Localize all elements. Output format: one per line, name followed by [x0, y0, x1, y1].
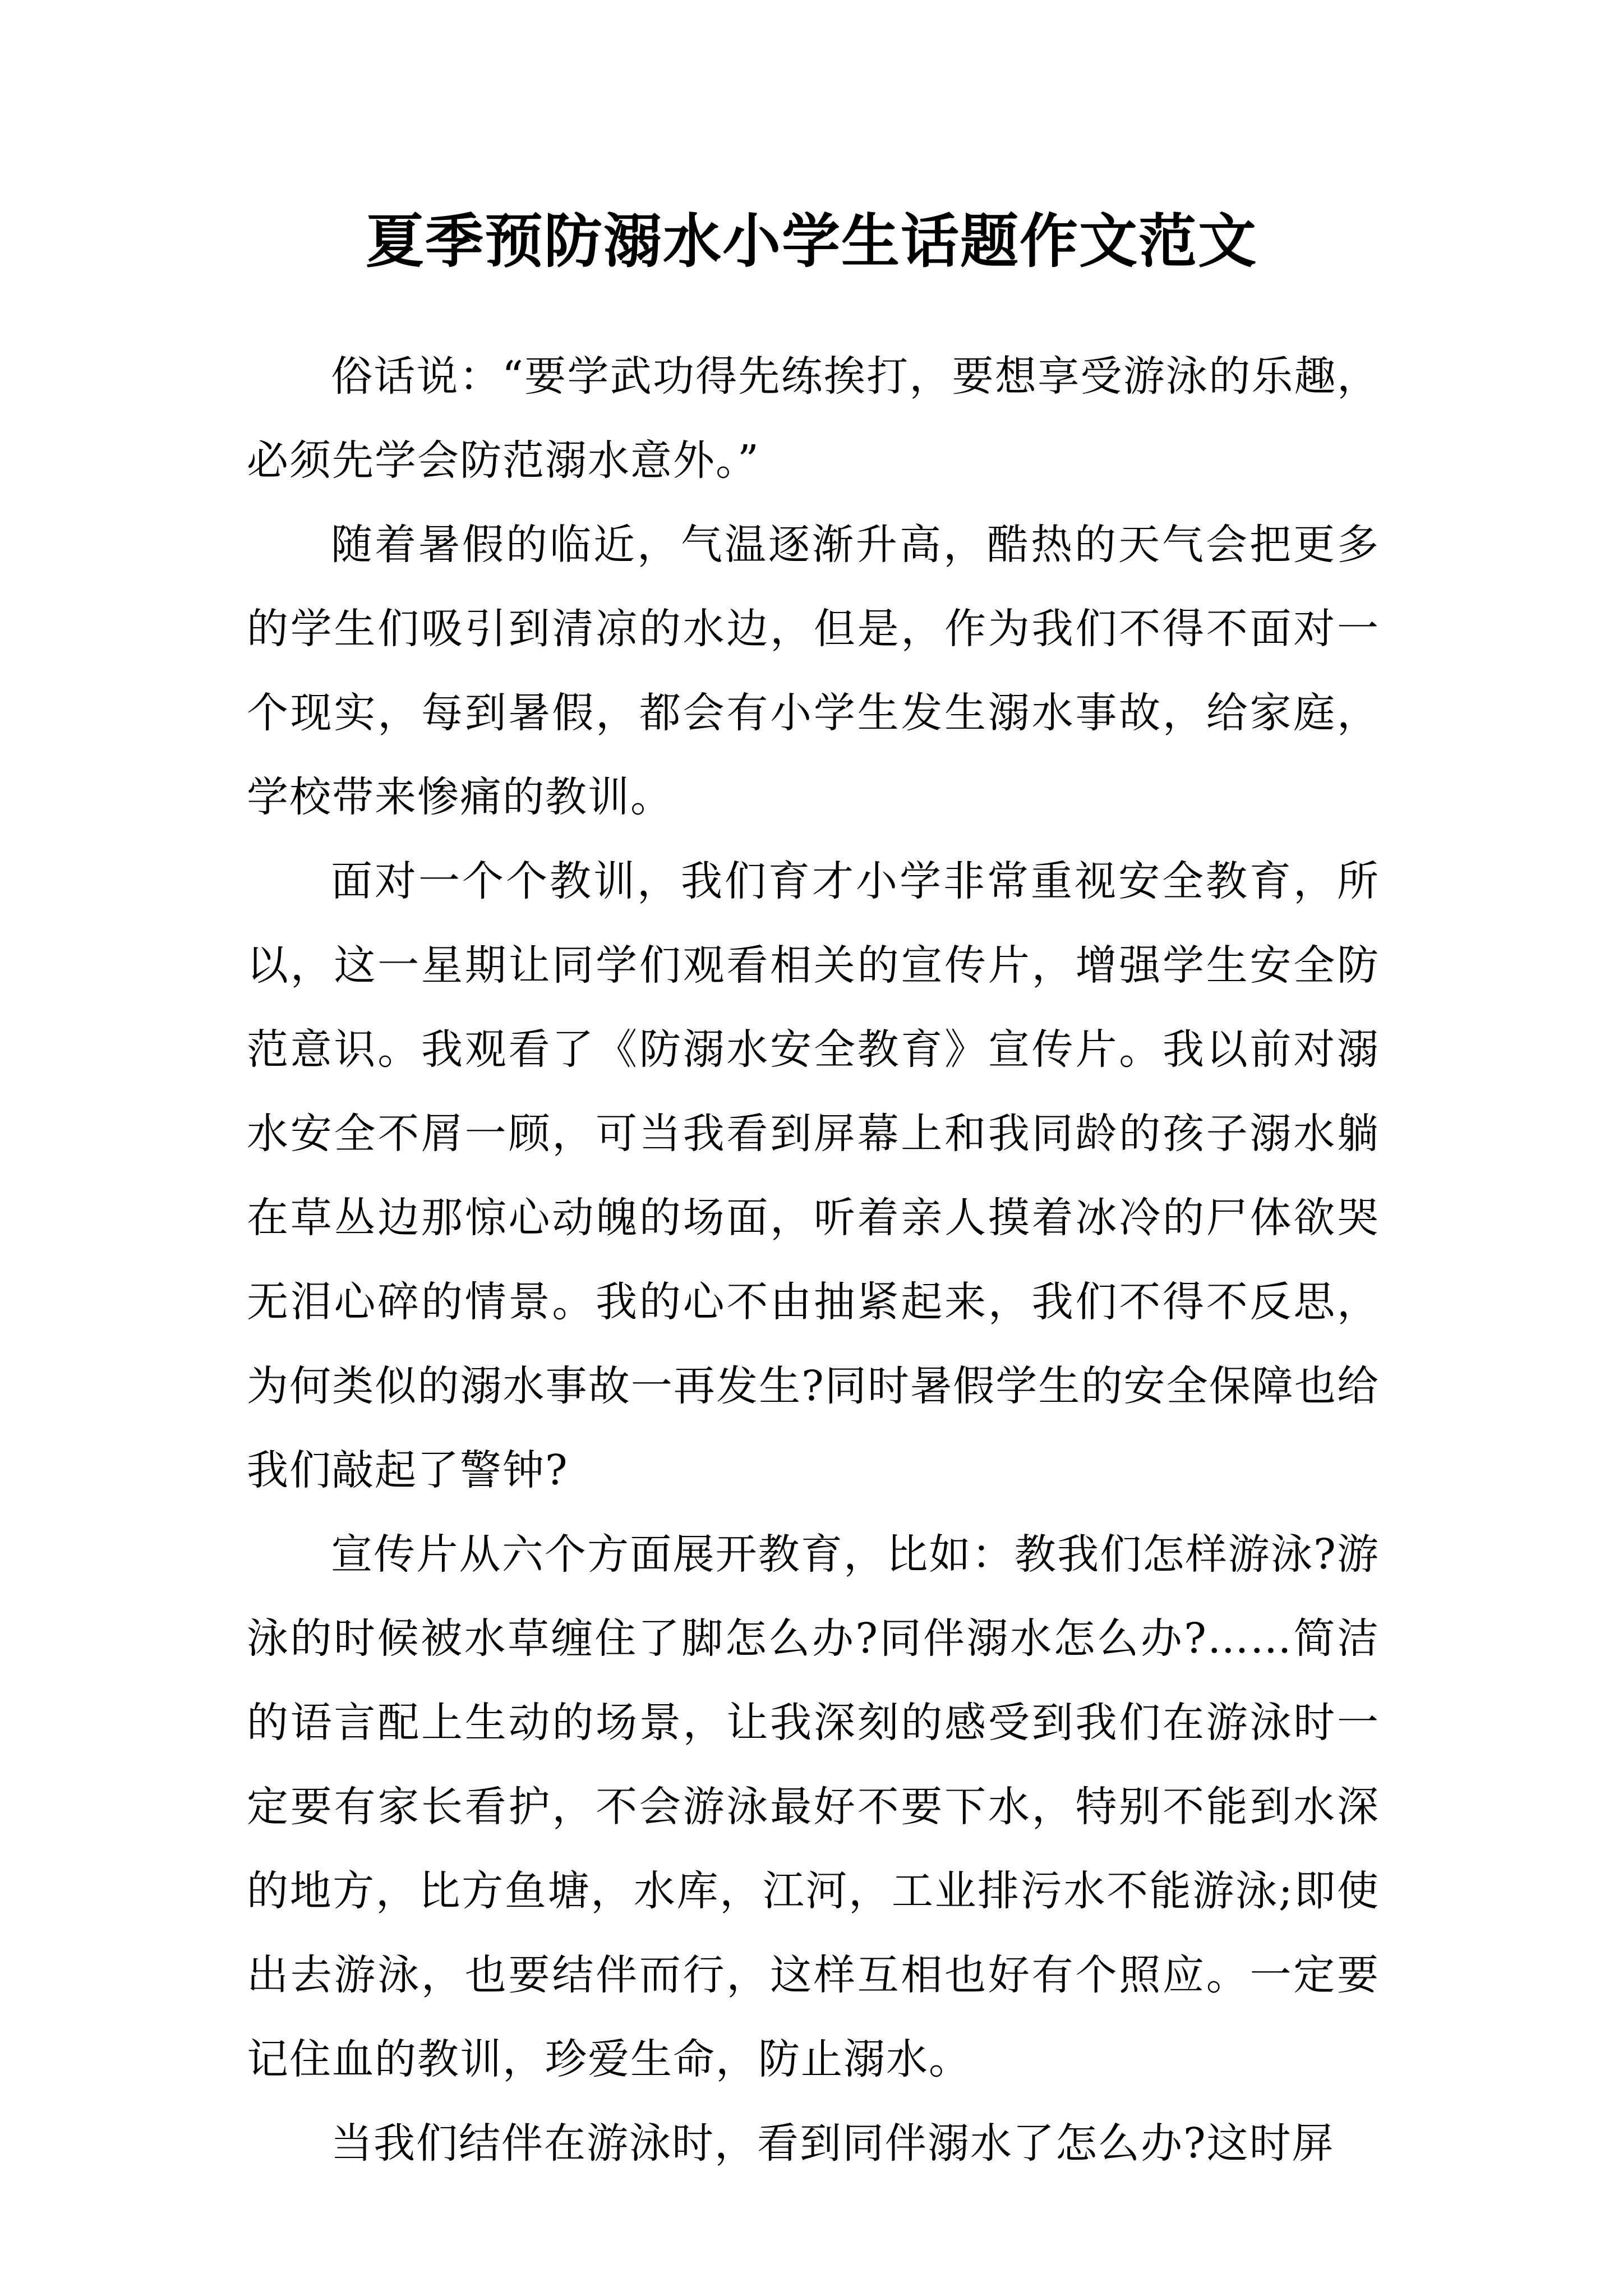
paragraph-4: 宣传片从六个方面展开教育，比如：教我们怎样游泳?游泳的时候被水草缠住了脚怎么办?同伴溺水怎么办?……简洁的语言配上生动的场景，让我深刻的感受到我们在游泳时一定要有家长看护，不会游泳最好不要下水，特别不能到水深的地方，比方鱼塘，水库，江河，工业排污水不能游泳;即使出去游泳，也要结伴而行，这样互相也好有个照应。一定要记住血的教训，珍爱生命，防止溺水。 — [247, 1530, 1380, 2083]
document-title: 夏季预防溺水小学生话题作文范文 — [365, 207, 1257, 275]
paragraph-3: 面对一个个教训，我们育才小学非常重视安全教育，所以，这一星期让同学们观看相关的宣传片，增强学生安全防范意识。我观看了《防溺水安全教育》宣传片。我以前对溺水安全不屑一顾，可当我看到屏幕上和我同龄的孩子溺水躺在草丛边那惊心动魄的场面，听着亲人摸着冰冷的尸体欲哭无泪心碎的情景。我的心不由抽紧起来，我们不得不反思，为何类似的溺水事故一再发生?同时暑假学生的安全保障也给我们敲起了警钟? — [247, 857, 1380, 1494]
paragraph-1: 俗话说：“要学武功得先练挨打，要想享受游泳的乐趣，必须先学会防范溺水意外。” — [247, 352, 1380, 485]
document-body — [247, 334, 1380, 2185]
paragraph-2: 随着暑假的临近，气温逐渐升高，酷热的天气会把更多的学生们吸引到清凉的水边，但是，作为我们不得不面对一个现实，每到暑假，都会有小学生发生溺水事故，给家庭，学校带来惨痛的教训。 — [247, 521, 1380, 821]
paragraph-5: 当我们结伴在游泳时，看到同伴溺水了怎么办?这时屏 — [331, 2119, 1335, 2168]
